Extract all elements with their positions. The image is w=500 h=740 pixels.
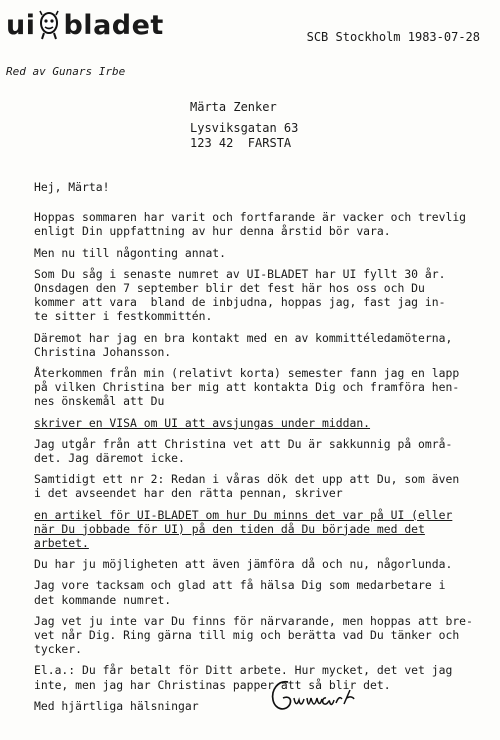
paragraph-8 [34, 472, 494, 500]
handwritten-signature [268, 676, 358, 723]
line: Hoppas sommaren har varit och fortfarande är vacker och trevlig [34, 210, 467, 225]
recipient-street: Lysviksgatan 63 [190, 121, 299, 135]
paragraph-4 [34, 331, 494, 359]
line: Som Du såg i senaste numret av UI-BLADET har UI fyllt 30 år. [34, 266, 446, 281]
line: El.a.: Du får betalt för Ditt arbete. Hur mycket, det vet jag [34, 663, 453, 678]
paragraph-10 [34, 557, 494, 571]
paragraph-6-underlined [34, 416, 494, 430]
line: det kommande numret. [34, 592, 172, 607]
paragraph-3 [34, 267, 494, 324]
paragraph-1 [34, 210, 494, 238]
editor-line: Red av Gunars Irbe [6, 65, 126, 78]
line: inte, men jag har Christinas papper att så blir det. [34, 677, 391, 692]
line: tycker. [34, 642, 83, 657]
line: Men nu till någonting annat. [34, 245, 227, 260]
line: en artikel för UI-BLADET om hur Du minns det var på UI (eller [34, 507, 453, 522]
line: Samtidigt ett nr 2: Redan i våras dök det upp att Du, som även [34, 472, 460, 487]
line: nes önskemål att Du [34, 394, 165, 409]
paragraph-11 [34, 578, 494, 606]
recipient-name: Märta Zenker [190, 100, 277, 114]
paragraph-12 [34, 614, 494, 657]
logo-text-bladet: bladet [63, 10, 164, 41]
line: vet når Dig. Ring gärna till mig och berätta vad Du tänker och [34, 628, 460, 643]
line: i det avseendet har den rätta pennan, skriver [34, 486, 343, 501]
mascot-icon [37, 10, 61, 47]
logo-text-ui: ui [6, 10, 36, 41]
paragraph-5 [34, 366, 494, 409]
line: Jag vet ju inte var Du finns för närvarande, men hoppas att bre- [34, 613, 473, 628]
line: Återkommen från min (relativt korta) semester fann jag en lapp [34, 366, 460, 381]
recipient-address [190, 100, 298, 151]
line: Jag utgår från att Christina vet att Du är sakkunnig på områ- [34, 436, 453, 451]
line: på vilken Christina ber mig att kontakta Dig och framföra hen- [34, 380, 460, 395]
line: när Du jobbade för UI) på den tiden då Du började med det [34, 521, 425, 536]
paragraph-2 [34, 246, 494, 260]
paragraph-7 [34, 437, 494, 465]
letter-body [34, 180, 494, 720]
line: arbetet. [34, 536, 89, 551]
line: skriver en VISA om UI att avsjungas under middan. [34, 415, 371, 430]
recipient-postal: 123 42 FARSTA [190, 136, 292, 150]
line: Onsdagen den 7 september blir det fest här hos oss och Du [34, 281, 425, 296]
line: te sitter i festkommittén. [34, 309, 213, 324]
paragraph-9-underlined [34, 508, 494, 551]
line: Christina Johansson. [34, 344, 172, 359]
place-date: SCB Stockholm 1983-07-28 [306, 30, 480, 44]
line: Du har ju möjligheten att även jämföra då och nu, någorlunda. [34, 557, 453, 572]
greeting: Hej, Märta! [34, 180, 110, 194]
line: det. Jag däremot icke. [34, 451, 185, 466]
line: enligt Din uppfattning av hur denna årstid bör vara. [34, 224, 391, 239]
line: kommer att vara bland de inbjudna, hoppas jag, fast jag in- [34, 295, 446, 310]
line: Jag vore tacksam och glad att få hälsa Dig som medarbetare i [34, 578, 446, 593]
paragraph-13 [34, 663, 494, 691]
newsletter-logo [6, 10, 164, 47]
closing: Med hjärtliga hälsningar [34, 698, 199, 713]
line: Däremot har jag en bra kontakt med en av kommittéledamöterna, [34, 330, 453, 345]
